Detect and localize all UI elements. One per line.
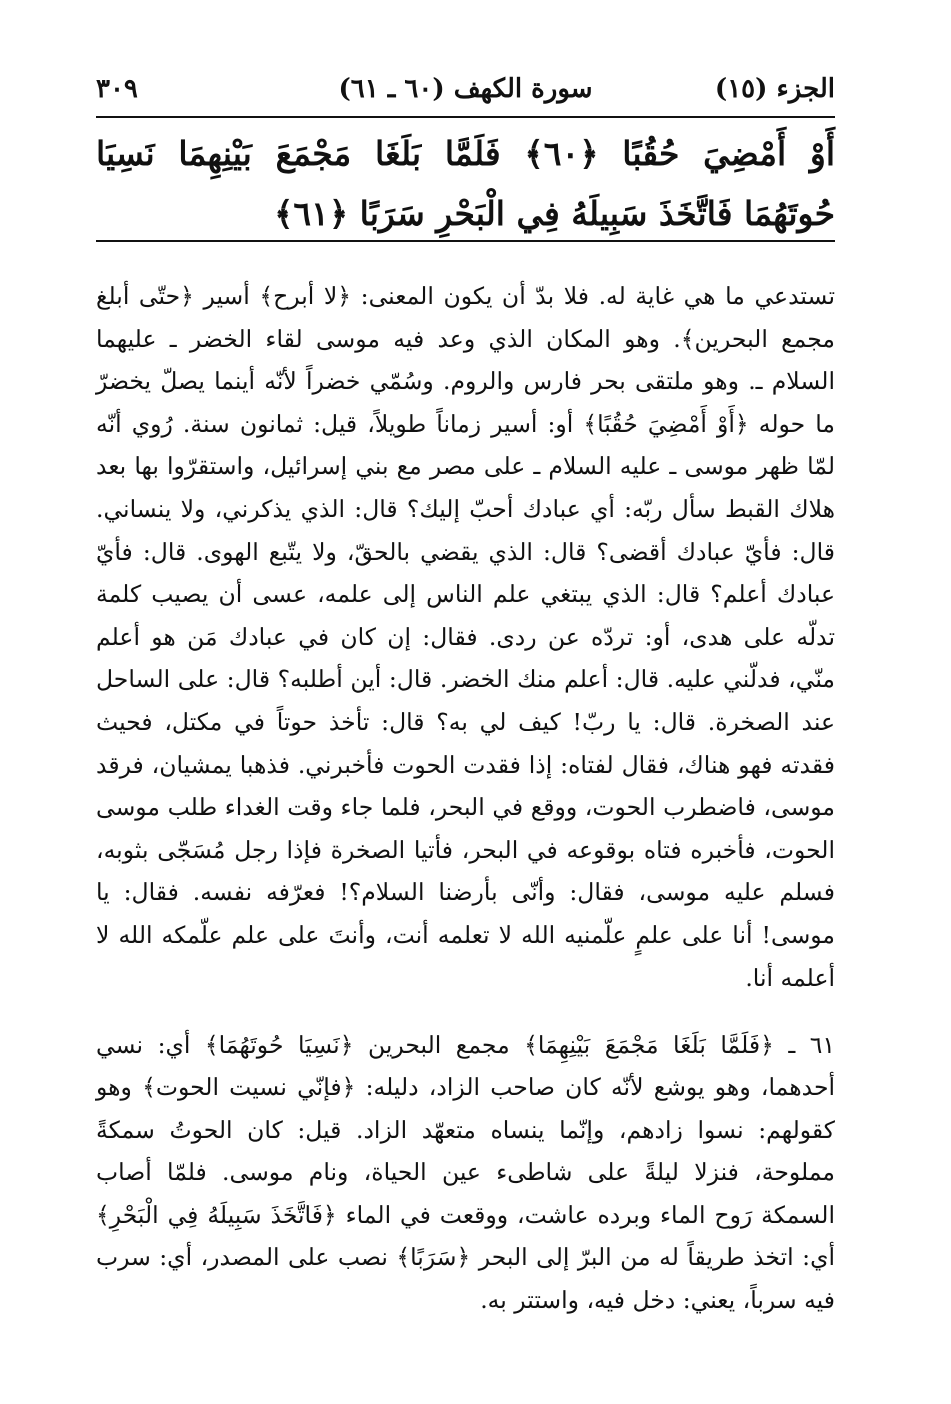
tafsir-paragraph-2 xyxy=(96,1000,835,1345)
verses-divider xyxy=(96,240,835,242)
header-divider xyxy=(96,116,835,118)
tafsir-text-1: تستدعي ما هي غاية له. فلا بدّ أن يكون المعنى: ﴿لا أبرح﴾ أسير ﴿حتّى أبلغ مجمع البحرين﴾. وهو المكان الذي وعد فيه موسى لقاء الخضر ـ عليهما السلام ـ. وهو ملتقى بحر فارس والروم. وسُمّي خضراً لأنّه أينما يصلّ يخضرّ ما حوله ﴿أَوْ أَمْضِيَ حُقُبًا﴾ أو: أسير زماناً طويلاً، قيل: ثمانون سنة. رُوي أنّه لمّا ظهر موسى ـ عليه السلام ـ على مصر مع بني إسرائيل، واستقرّوا بها بعد هلاك القبط سأل ربّه: أي عبادك أحبّ إليك؟ قال: الذي يذكرني، ولا ينساني. قال: فأيّ عبادك أقضى؟ قال: الذي يقضي بالحقّ، ولا يتّبع الهوى. قال: فأيّ عبادك أعلم؟ قال: الذي يبتغي علم الناس إلى علمه، عسى أن يصيب كلمة تدلّه على هدى، أو: تردّه عن ردى. فقال: إن كان في عبادك مَن هو أعلم منّي، فدلّني عليه. قال: أعلم منك الخضر. قال: أين أطلبه؟ قال: على الساحل عند الصخرة. قال: يا ربّ! كيف لي به؟ قال: تأخذ حوتاً في مكتل، فحيث فقدته فهو هناك، فقال لفتاه: إذا فقدت الحوت فأخبرني. فذهبا يمشيان، فرقد موسى، فاضطرب الحوت، ووقع في البحر، فلما جاء وقت الغداء طلب موسى الحوت، فأخبره فتاه بوقوعه في البحر، فأتيا الصخرة فإذا رجل مُسَجّى بثوبه، فسلم عليه موسى، فقال: وأنّى بأرضنا السلام؟! فعرّفه نفسه. فقال: يا موسى! أنا على علمٍ علّمنيه الله لا تعلمه أنت، وأنتَ على علم علّمكه الله لا أعلمه أنا. xyxy=(96,282,835,992)
page-header xyxy=(96,62,835,122)
quran-verses: أَوْ أَمْضِيَ حُقُبًا ﴿٦٠﴾ فَلَمَّا بَلَغَا مَجْمَعَ بَيْنِهِمَا نَسِيَا حُوتَهُمَا فَاتَّخَذَ سَبِيلَهُ فِي الْبَحْرِ سَرَبًا ﴿٦١﴾ xyxy=(96,134,835,233)
tafsir-text-2: ٦١ ـ ﴿فَلَمَّا بَلَغَا مَجْمَعَ بَيْنِهِمَا﴾ مجمع البحرين ﴿نَسِيَا حُوتَهُمَا﴾ أي: نسي أحدهما، وهو يوشع لأنّه كان صاحب الزاد، دليله: ﴿فإنّي نسيت الحوت﴾ وهو كقولهم: نسوا زادهم، وإنّما ينساه متعهّد الزاد. قيل: كان الحوتُ سمكةً مملوحة، فنزلا ليلةً على شاطىء عين الحياة، ونام موسى. فلمّا أصاب السمكة رَوح الماء وبرده عاشت، ووقعت في الماء ﴿فَاتَّخَذَ سَبِيلَهُ فِي الْبَحْرِ﴾ أي: اتخذ طريقاً له من البرّ إلى البحر ﴿سَرَبًا﴾ نصب على المصدر، أي: سرب فيه سرباً، يعني: دخل فيه، واستتر به. xyxy=(96,1030,835,1315)
page-number: ٣٠٩ xyxy=(96,74,138,104)
juz-label: الجزء (١٥) xyxy=(714,74,835,104)
surah-title: سورة الكهف (٦٠ ـ ٦١) xyxy=(338,74,593,104)
tafsir-paragraph-1 xyxy=(96,275,835,999)
